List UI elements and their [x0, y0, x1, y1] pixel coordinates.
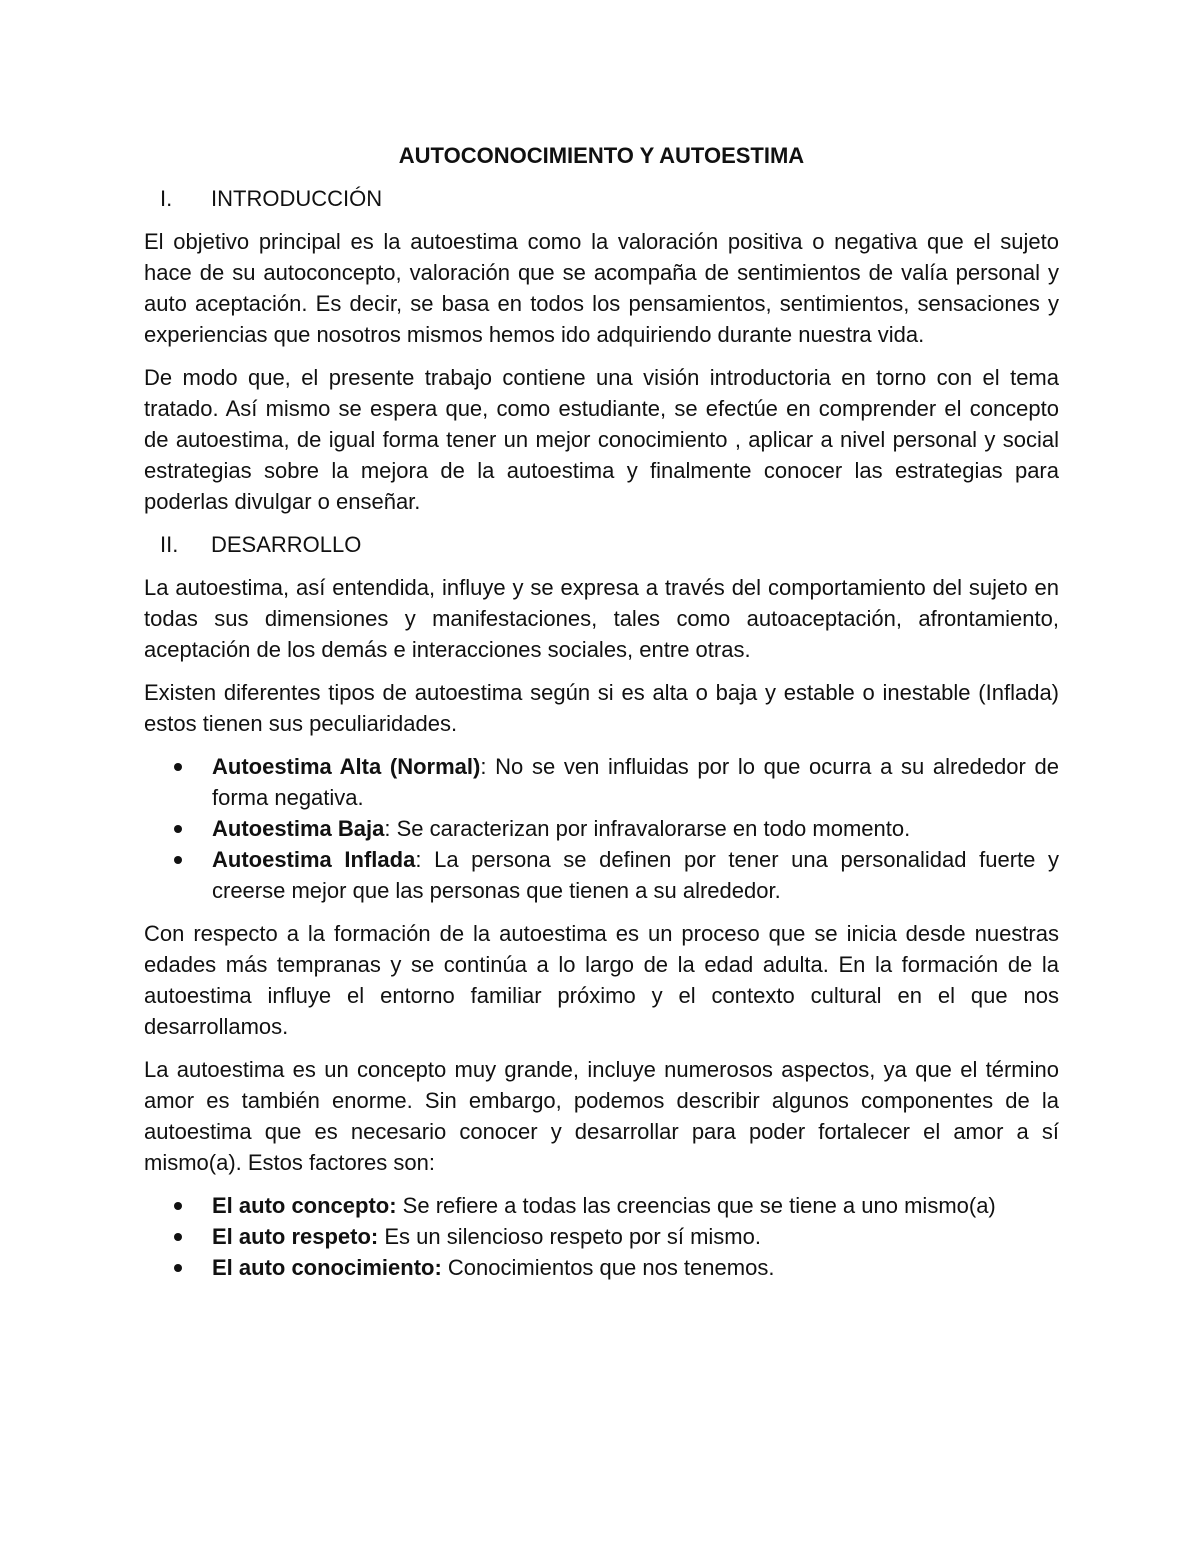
paragraph: Existen diferentes tipos de autoestima según si es alta o baja y estable o inestable (Inflada) estos tienen sus peculiaridades. [144, 680, 1059, 736]
paragraph: Con respecto a la formación de la autoestima es un proceso que se inicia desde nuestras edades más tempranas y se continúa a lo largo de la edad adulta. En la formación de la autoestima influye el entorno familiar próximo y el contexto cultural en el que nos desarrollamos. [144, 921, 1059, 1039]
list-item-separator: : [384, 816, 391, 841]
section-heading-introduccion [144, 183, 1059, 214]
list-item [144, 813, 1059, 844]
section-heading-desarrollo [144, 529, 1059, 560]
section-title: INTRODUCCIÓN [211, 186, 383, 211]
autoestima-types-list [144, 751, 1059, 906]
bullet-icon [174, 763, 182, 771]
list-item-separator: : [480, 754, 487, 779]
list-item [144, 751, 1059, 813]
document-page [144, 140, 1059, 1295]
paragraph: La autoestima, así entendida, influye y se expresa a través del comportamiento del sujeto en todas sus dimensiones y manifestaciones, tales como autoaceptación, afrontamiento, aceptación de los demás e interacciones sociales, entre otras. [144, 575, 1059, 662]
list-item [144, 1190, 1059, 1221]
list-item-term: Autoestima Baja [212, 816, 385, 841]
bullet-icon [174, 1264, 182, 1272]
bullet-icon [174, 825, 182, 833]
section-title: DESARROLLO [211, 532, 362, 557]
list-item-text: No se ven influidas por lo que ocurra a su alrededor de forma negativa. [212, 754, 1059, 810]
list-item-term: Autoestima Alta (Normal) [212, 754, 481, 779]
bullet-icon [174, 1233, 182, 1241]
list-item-term: El auto respeto: [212, 1224, 379, 1249]
list-item-text: Se caracterizan por infravalorarse en todo momento. [390, 816, 911, 841]
list-item-term: El auto conocimiento: [212, 1255, 442, 1280]
list-item [144, 1252, 1059, 1283]
list-item [144, 1221, 1059, 1252]
list-item-term: El auto concepto: [212, 1193, 397, 1218]
list-item-separator: : [415, 847, 422, 872]
list-item-text: Conocimientos que nos tenemos. [441, 1255, 775, 1280]
paragraph: De modo que, el presente trabajo contiene una visión introductoria en torno con el tema tratado. Así mismo se espera que, como estudiante, se efectúe en comprender el concepto de autoestima, de igual forma tener un mejor conocimiento , aplicar a nivel personal y social estrategias sobre la mejora de la autoestima y finalmente conocer las estrategias para poderlas divulgar o enseñar. [144, 365, 1059, 514]
list-item-text: Se refiere a todas las creencias que se tiene a uno mismo(a) [396, 1193, 996, 1218]
paragraph: El objetivo principal es la autoestima como la valoración positiva o negativa que el sujeto hace de su autoconcepto, valoración que se acompaña de sentimientos de valía personal y auto aceptación. Es decir, se basa en todos los pensamientos, sentimientos, sensaciones y experiencias que nosotros mismos hemos ido adquiriendo durante nuestra vida. [144, 229, 1059, 347]
autoestima-factors-list [144, 1190, 1059, 1283]
bullet-icon [174, 1202, 182, 1210]
list-item-text: La persona se definen por tener una personalidad fuerte y creerse mejor que las personas que tienen a su alrededor. [212, 847, 1059, 903]
list-item-term: Autoestima Inflada [212, 847, 416, 872]
list-item [144, 844, 1059, 906]
paragraph: La autoestima es un concepto muy grande, incluye numerosos aspectos, ya que el término amor es también enorme. Sin embargo, podemos describir algunos componentes de la autoestima que es necesario conocer y desarrollar para poder fortalecer el amor a sí mismo(a). Estos factores son: [144, 1057, 1059, 1175]
list-item-text: Es un silencioso respeto por sí mismo. [378, 1224, 761, 1249]
section-number: II. [160, 532, 179, 557]
section-number: I. [160, 186, 173, 211]
bullet-icon [174, 856, 182, 864]
document-title: AUTOCONOCIMIENTO Y AUTOESTIMA [398, 143, 805, 168]
